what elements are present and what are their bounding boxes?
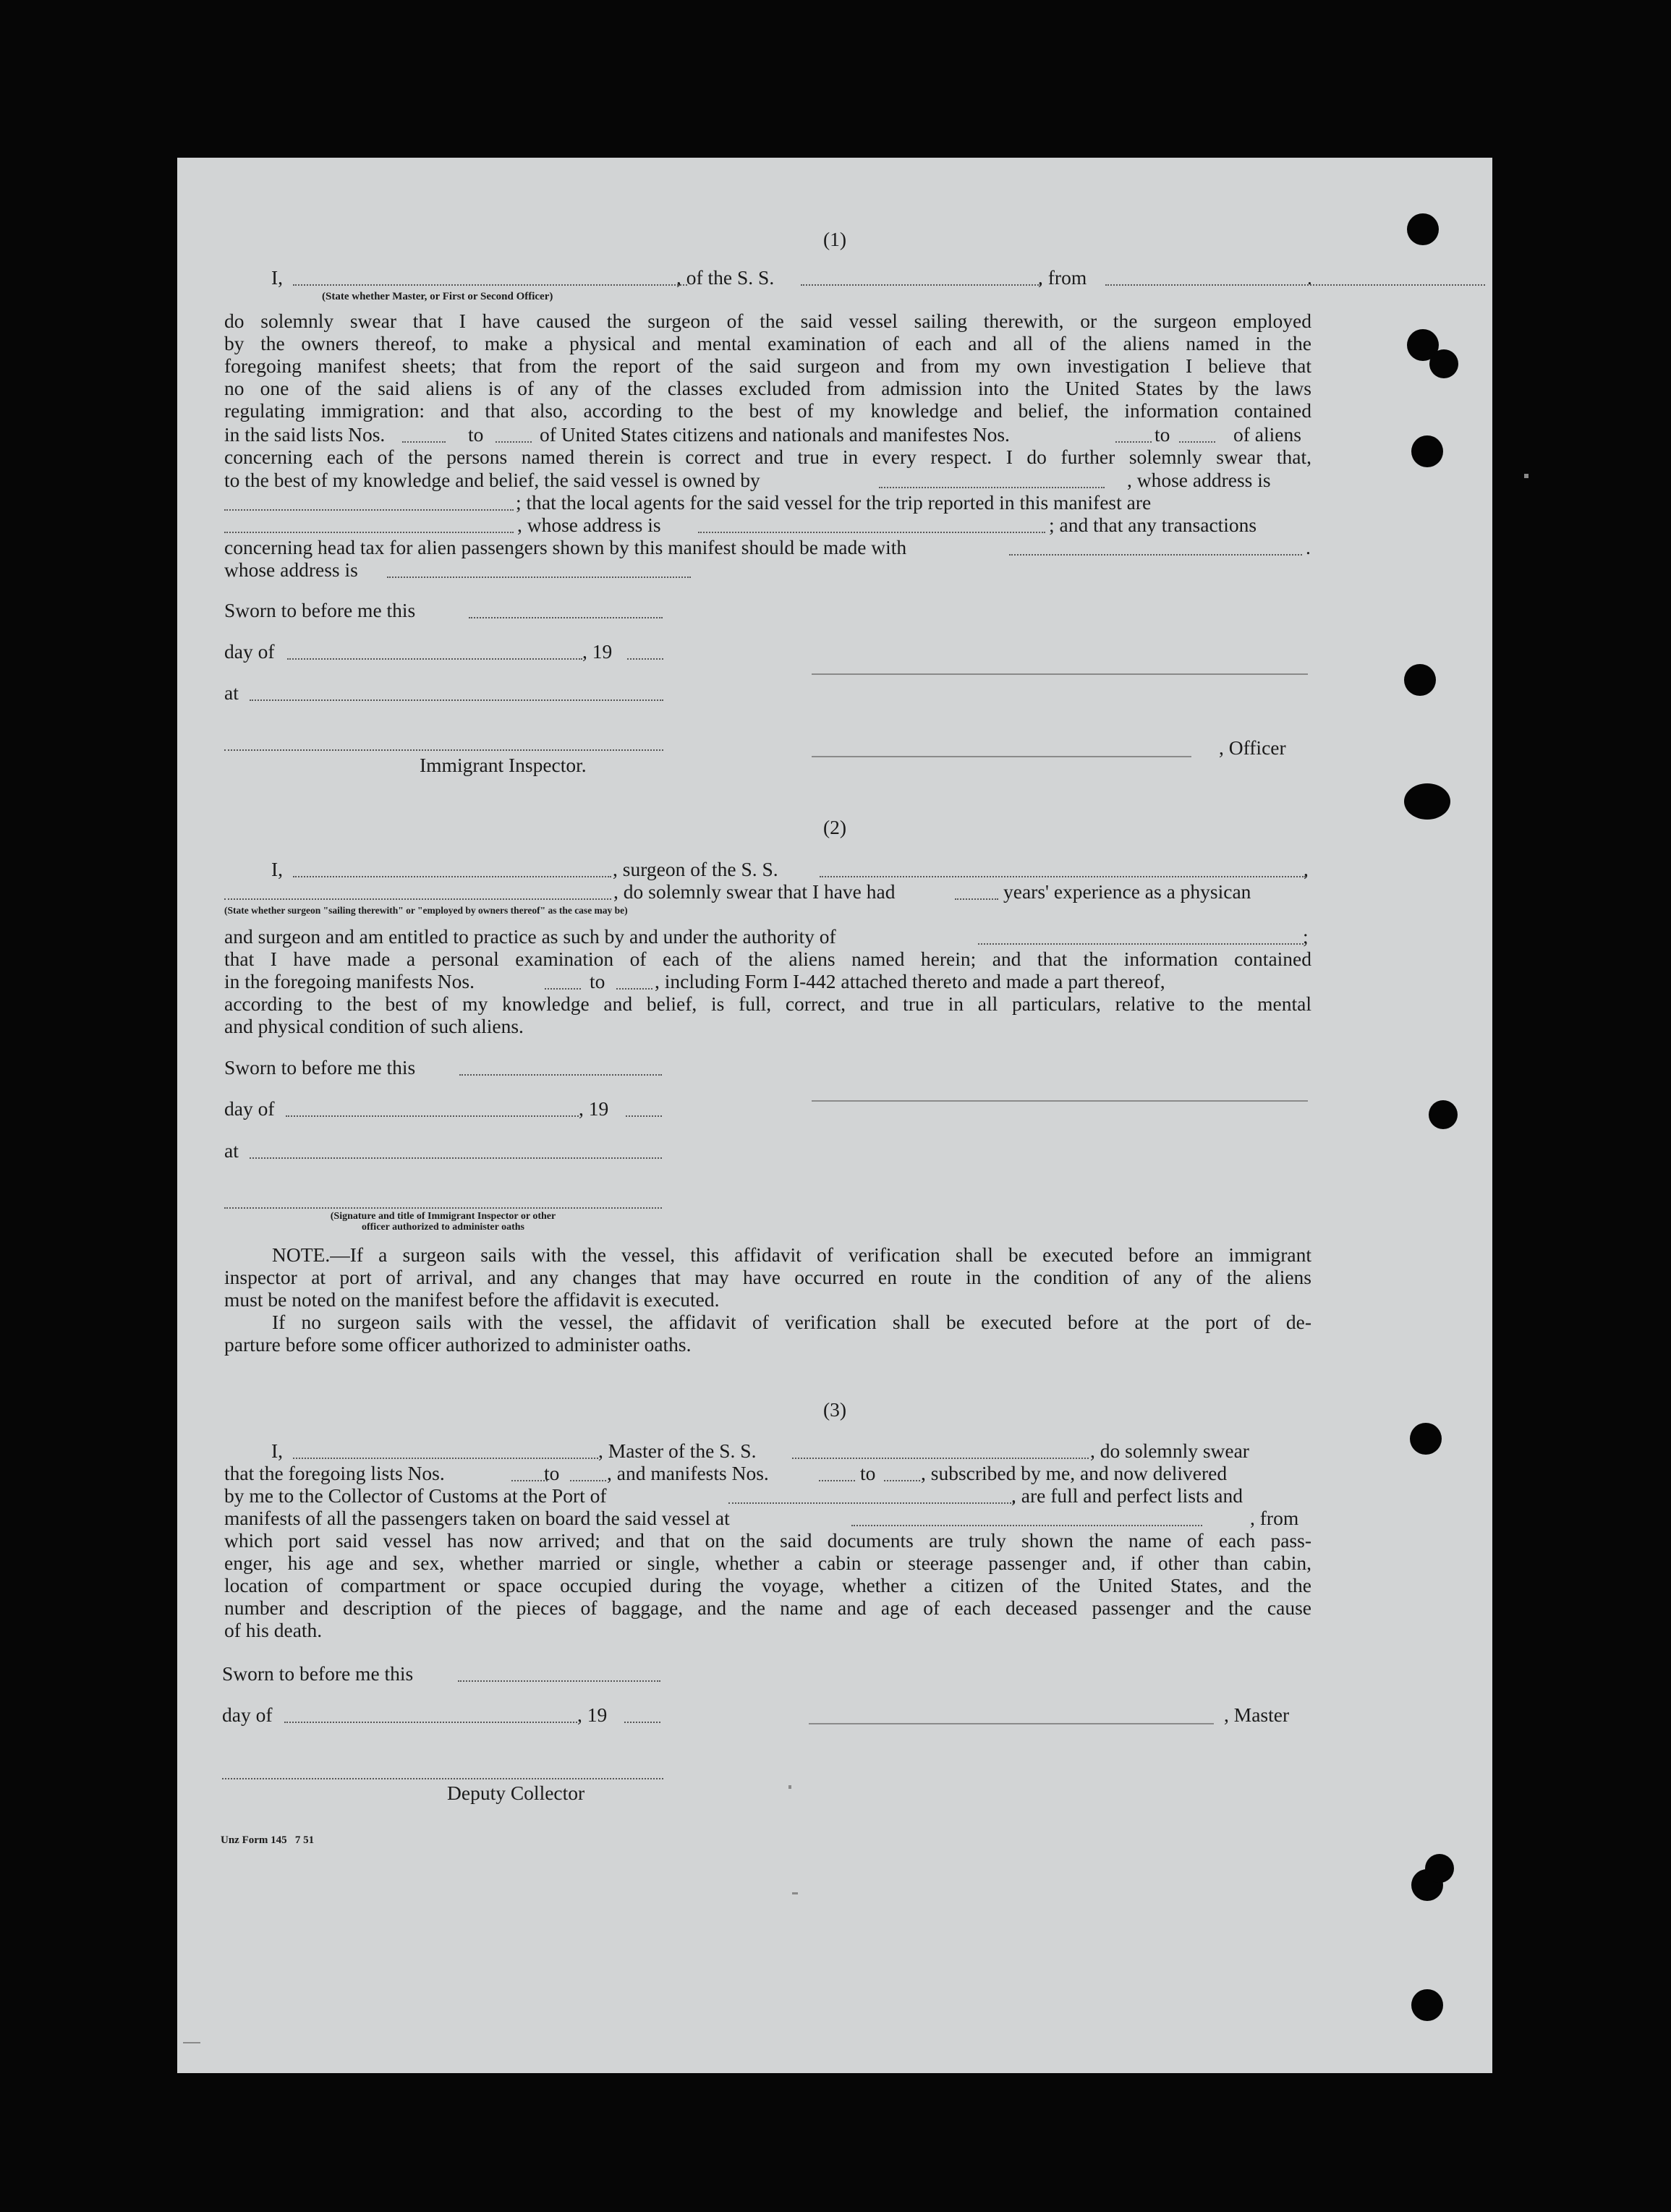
body-line: according to the best of my knowledge and belief, is full, correct, and true in all particulars, relative to the mental [224,992,1311,1015]
text: that the foregoing lists Nos. [224,1462,445,1484]
at-place-blank[interactable] [250,1157,662,1159]
text: , 19 [582,640,613,663]
day-of-blank[interactable] [287,658,582,660]
master-name-blank[interactable] [293,1458,598,1459]
section-3-dayof [177,1703,1492,1726]
scan-mark [788,1785,791,1789]
text: , surgeon of the S. S. [613,858,778,880]
text: of aliens [1233,423,1301,446]
manifest-to-blank[interactable] [884,1480,920,1481]
section-1-body [224,310,1311,422]
embark-port-blank[interactable] [851,1525,1202,1526]
text: day of [222,1703,273,1726]
year-blank[interactable] [626,1115,662,1117]
punch-hole [1429,1100,1458,1129]
port-blank[interactable] [728,1502,1014,1504]
text: in the foregoing manifests Nos. [224,970,475,992]
section-1-line-1 [177,266,1492,289]
day-of-blank[interactable] [286,1115,579,1117]
punch-hole [1429,349,1458,378]
collector-label: Deputy Collector [447,1782,585,1804]
vessel-name-blank[interactable] [801,284,1041,286]
vessel-name-blank[interactable] [820,876,1306,877]
vessel-name-blank[interactable] [792,1458,1089,1459]
text: concerning head tax for alien passengers shown by this manifest should be made with [224,536,907,558]
section-1-owned-line [177,469,1492,491]
section-2-number: (2) [822,816,847,838]
owner-address-blank[interactable] [224,509,514,511]
section-1-note: (State whether Master, or First or Second Officer) [322,291,553,302]
section-2-at [177,1139,1492,1162]
text: , and manifests Nos. [607,1462,769,1484]
text: , [1304,858,1309,880]
text: ; [1303,925,1309,948]
punch-hole [1404,783,1450,820]
section-3-body: which port said vessel has now arrived; and that on the said documents are truly shown the name of each pass- enger, his age and sex, whether married or single, whether a cabin or steerage passenger and, if other than cabin, location of compartment or space occupied during the voyage, whether a citizen of the United States, and the number and description of the pieces of baggage, and the name and age of each deceased passenger and the cause of his death. [224,1529,1311,1641]
section-1-address-line [177,558,1492,581]
sworn-date-blank[interactable] [469,617,663,618]
body-line: do solemnly swear that I have caused the surgeon of the said vessel sailing therewith, or the surgeon employed [224,310,1311,332]
punch-hole [1411,1989,1443,2021]
text: whose address is [224,558,358,581]
text: , of the S. S. [676,266,775,289]
body-line: foregoing manifest sheets; that from the report of the said surgeon and from my own investigation I believe that [224,354,1311,377]
master-label: , Master [1224,1703,1290,1726]
punch-hole [1410,1423,1442,1455]
text: , do solemnly swear [1090,1439,1249,1462]
text: ; and that any transactions [1049,514,1257,536]
text: , are full and perfect lists and [1011,1484,1243,1507]
inspector-label: Immigrant Inspector. [420,754,587,776]
punch-hole [1425,1854,1454,1883]
master-signature-line[interactable] [809,1723,1214,1724]
text: to [468,423,484,446]
text: and surgeon and am entitled to practice as such by and under the authority of [224,925,836,948]
text: , whose address is [517,514,661,536]
manifest-from-blank[interactable] [1115,441,1152,443]
headtax-blank[interactable] [1009,554,1302,556]
text: , subscribed by me, and now delivered [921,1462,1228,1484]
list-to-blank[interactable] [496,441,532,443]
section-3-line-3 [177,1484,1492,1507]
punch-hole [1404,664,1436,696]
note-paragraph: NOTE.—If a surgeon sails with the vessel, this affidavit of verification shall be executed before an immigrant inspector at port of arrival, and any changes that may have occurred en route in the condition of any of the aliens must be noted on the manifest before the affidavit is executed. If no surgeon sails with the vessel, the affidavit of verification shall be executed before at the port of de- parture before some officer authorized to administer oaths. [224,1243,1311,1356]
section-2-line-1 [177,858,1492,880]
text: to [1155,423,1170,446]
body-line: no one of the said aliens is of any of the classes excluded from admission into the United States by the laws [224,377,1311,399]
text: Sworn to before me this [222,1662,414,1685]
body-line: by the owners thereof, to make a physical and mental examination of each and all of the aliens named in the [224,332,1311,354]
list-from-blank[interactable] [511,1480,548,1481]
surgeon-status-blank[interactable] [224,898,611,900]
day-of-blank[interactable] [284,1722,577,1723]
manifest-to-blank[interactable] [616,988,652,990]
section-1-at [177,681,1492,704]
text: years' experience as a physican [1003,880,1251,903]
section-1-whose-line [177,514,1492,536]
text: , from [1038,266,1087,289]
section-2-line-3 [177,925,1492,948]
manifest-to-blank[interactable] [1179,441,1215,443]
year-blank[interactable] [624,1722,660,1723]
body-line: regulating immigration: and that also, according to the best of my knowledge and belief, the information contained [224,399,1311,422]
agent-address-blank[interactable] [698,532,1045,533]
at-place-blank[interactable] [250,699,663,701]
text: , Master of the S. S. [598,1439,757,1462]
body-line: and physical condition of such aliens. [224,1015,524,1037]
section-3-line-2 [177,1462,1492,1484]
text: , do solemnly swear that I have had [613,880,896,903]
section-1-number: (1) [822,228,847,250]
text: to the best of my knowledge and belief, the said vessel is owned by [224,469,760,491]
text: to [860,1462,876,1484]
from-port-blank[interactable] [1105,284,1485,286]
text: manifests of all the passengers taken on board the said vessel at [224,1507,730,1529]
officer-label: , Officer [1219,736,1286,759]
text: ; that the local agents for the said vessel for the trip reported in this manifest are [516,491,1152,514]
body-line: concerning each of the persons named therein is correct and true in every respect. I do further solemnly swear that, [224,446,1311,468]
body-line: that I have made a personal examination of each of the aliens named herein; and that the information contained [224,948,1311,970]
section-1-dayof [177,640,1492,663]
section-2-note: (State whether surgeon "sailing therewith" or "employed by owners thereof" as the case may be) [224,905,628,916]
text: to [544,1462,560,1484]
manifest-from-blank[interactable] [545,988,581,990]
surgeon-signature-line[interactable] [812,1100,1308,1102]
text: , from [1250,1507,1299,1529]
text: day of [224,640,275,663]
section-1-headtax-line [177,536,1492,558]
authority-blank[interactable] [978,943,1304,945]
text: , including Form I-442 attached thereto and made a part thereof, [655,970,1165,992]
text: , whose address is [1127,469,1271,491]
agent-name-blank[interactable] [224,532,514,533]
punch-hole [1407,213,1439,245]
form-number: Unz Form 145 7 51 [221,1834,315,1846]
master-name-blank[interactable] [293,284,687,286]
text: in the said lists Nos. [224,423,386,446]
text: to [590,970,605,992]
text: . [1307,266,1312,289]
text: I, [271,266,284,289]
section-1-nos-line [177,423,1492,446]
text: of United States citizens and nationals and manifestes Nos. [540,423,1010,446]
text: , 19 [577,1703,608,1726]
scan-mark [1524,474,1528,478]
scan-mark [183,2042,200,2043]
text: I, [271,858,284,880]
owner-blank[interactable] [879,487,1105,488]
collector-signature-blank[interactable] [222,1778,663,1779]
sworn-date-blank[interactable] [459,1074,662,1076]
section-2-sworn [177,1056,1492,1079]
section-3-line-4 [177,1507,1492,1529]
year-blank[interactable] [627,658,663,660]
list-to-blank[interactable] [570,1480,606,1481]
text: I, [271,1439,284,1462]
inspector-signature-blank[interactable] [224,1207,662,1209]
punch-hole [1411,435,1443,467]
text: day of [224,1097,275,1120]
headtax-address-blank[interactable] [387,577,691,578]
text: Sworn to before me this [224,599,416,621]
text: Sworn to before me this [224,1056,416,1079]
section-3-sworn [177,1662,1492,1685]
years-blank[interactable] [955,898,998,900]
section-3-line-1 [177,1439,1492,1462]
surgeon-name-blank[interactable] [293,876,611,877]
section-1-sworn [177,599,1492,621]
signature-note: (Signature and title of Immigrant Inspector or other officer authorized to administer oaths [330,1211,556,1233]
text: . [1306,536,1311,558]
text: , 19 [579,1097,609,1120]
text: at [224,1139,239,1162]
manifest-from-blank[interactable] [819,1480,855,1481]
text: by me to the Collector of Customs at the Port of [224,1484,607,1507]
section-3-number: (3) [822,1398,847,1421]
list-from-blank[interactable] [402,441,446,443]
section-1-agents-line [177,491,1492,514]
sworn-date-blank[interactable] [458,1680,660,1682]
text: at [224,681,239,704]
signature-line[interactable] [812,673,1308,675]
section-2-line-2 [177,880,1492,903]
section-2-line-5 [177,970,1492,992]
scan-mark [792,1892,798,1894]
form-page [177,158,1492,2073]
